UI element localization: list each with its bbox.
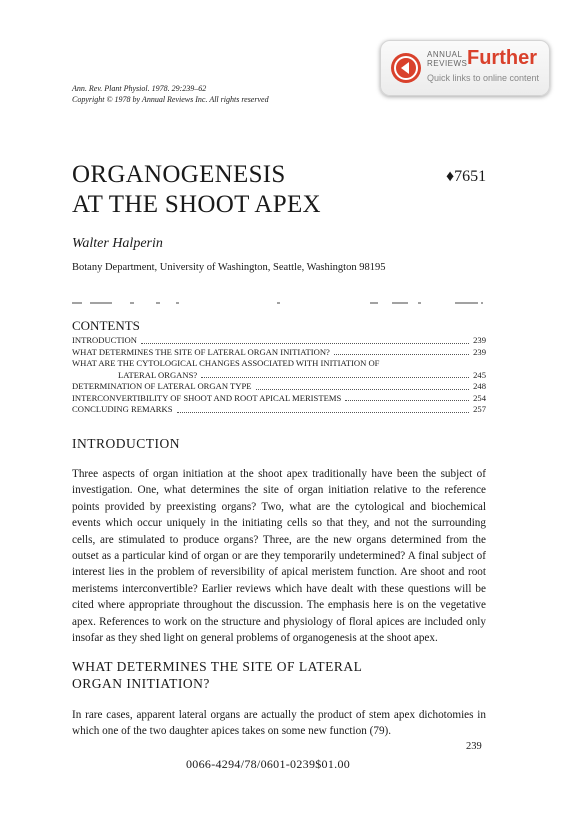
- toc-item[interactable]: [72, 347, 486, 359]
- banner-further-link[interactable]: Further: [467, 47, 537, 69]
- toc-item-title: WHAT ARE THE CYTOLOGICAL CHANGES ASSOCIATED WITH INITIATION OF: [72, 358, 380, 368]
- citation-line-2: Copyright © 1978 by Annual Reviews Inc. All rights reserved: [72, 95, 269, 104]
- toc-item[interactable]: [72, 370, 486, 382]
- section-heading-line-2: ORGAN INITIATION?: [72, 676, 210, 691]
- title-line-1: ORGANOGENESIS: [72, 161, 286, 188]
- section-paragraph: In rare cases, apparent lateral organs are actually the product of stem apex dichotomies in which one of the two daughter apices takes on some new function (79).: [72, 709, 486, 738]
- toc-item-title: LATERAL ORGANS?: [118, 369, 198, 380]
- toc-item-page: 245: [473, 369, 486, 380]
- toc-item-title: WHAT DETERMINES THE SITE OF LATERAL ORGAN INITIATION?: [72, 346, 330, 357]
- toc-item[interactable]: [72, 335, 486, 347]
- toc-item[interactable]: [72, 381, 486, 393]
- author-name: Walter Halperin: [72, 236, 163, 251]
- further-banner[interactable]: [380, 40, 550, 96]
- table-of-contents: [72, 335, 486, 416]
- toc-item-title: INTRODUCTION: [72, 335, 137, 345]
- contents-heading: CONTENTS: [72, 318, 140, 333]
- footer-code: 0066-4294/78/0601-0239$01.00: [186, 757, 351, 771]
- toc-item-page: 239: [473, 346, 486, 357]
- toc-item-title: CONCLUDING REMARKS: [72, 404, 173, 414]
- section-heading: [72, 658, 362, 692]
- toc-item[interactable]: [72, 358, 486, 370]
- toc-item-page: 248: [473, 381, 486, 391]
- article-code: ♦7651: [446, 168, 487, 185]
- section-heading-line-1: WHAT DETERMINES THE SITE OF LATERAL: [72, 659, 363, 674]
- back-arrow-circle-icon[interactable]: [391, 53, 421, 83]
- page-number: 239: [466, 741, 482, 752]
- toc-item[interactable]: [72, 393, 486, 405]
- section-rule: [72, 302, 484, 304]
- toc-item-title: DETERMINATION OF LATERAL ORGAN TYPE: [72, 381, 252, 391]
- author-affiliation: Botany Department, University of Washington, Seattle, Washington 98195: [72, 262, 386, 273]
- journal-citation: [72, 83, 269, 105]
- banner-annual-label: ANNUAL: [427, 50, 463, 59]
- banner-subtitle: Quick links to online content: [427, 73, 540, 83]
- article-title: [72, 160, 321, 220]
- introduction-heading: INTRODUCTION: [72, 436, 180, 451]
- toc-item-title: INTERCONVERTIBILITY OF SHOOT AND ROOT APICAL MERISTEMS: [72, 392, 342, 403]
- title-line-2: AT THE SHOOT APEX: [72, 191, 321, 218]
- toc-item[interactable]: [72, 404, 486, 416]
- banner-reviews-label: REVIEWS: [427, 59, 468, 68]
- toc-item-page: 239: [473, 335, 486, 345]
- toc-item-page: 257: [473, 404, 486, 414]
- citation-line-1: Ann. Rev. Plant Physiol. 1978. 29:239–62: [72, 84, 207, 93]
- introduction-paragraph: Three aspects of organ initiation at the shoot apex traditionally have been the subject of investigation. One, what determines the site of organ initiation relative to the reference points provided by preexisting organs? Two, what are the cytological and biochemical events which occur uniquely in the initiating cells so that they, and not the surrounding cells, are stimulated to produce organs? Three, are the new organs determined from the outset as a particular kind of organ or are they temporarily undetermined? A final subject of interest lies in the problem of reversibility of apical meristem function. Are shoot and root meristems interconvertible? Earlier reviews which have dealt with these questions will be cited where appropriate throughout the discussion. The emphasis here is on the vegetative apex. References to work on the structure and physiology of floral apices are included only insofar as they shed light on general problems of organogenesis at the shoot apex.: [72, 468, 486, 645]
- toc-item-page: 254: [473, 392, 486, 403]
